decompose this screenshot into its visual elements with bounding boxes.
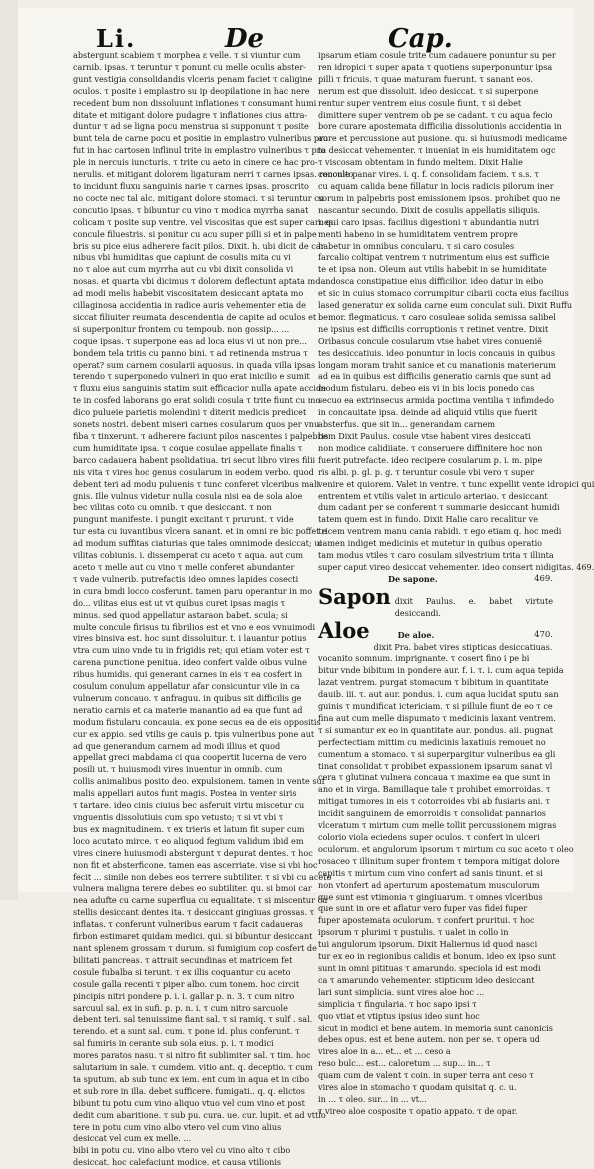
text-line: abstergunt scabiem τ morphea ε velle. τ si viuntur cum [73,50,301,60]
text-line: ad que generandum carnem ad modi illius et quod [73,740,281,751]
text-line: τ vade vulnerib. putrefactis ideo omnes lapides cosecti [73,573,299,584]
text-line: non fit et absterficone. tamen eas ascerriate. vise si vbi hoc [73,859,318,870]
text-line: ta desiccat vehementer. τ inueniat in eis humiditatem ogc [318,145,556,156]
text-line: sonets nostri. debent miseri carnes cosularum quos per vnu [73,419,320,430]
text-line: nis vita τ vires hoc genus cosularum in eodem verbo. quod [73,466,314,477]
text-line: concule panar vires. i. q. f. consolidam faciem. τ s.s. τ [318,169,540,180]
text-line: firbon estimaret quidam medici. qui. si bibuntur desiccant [73,931,313,942]
text-line: no cocte nec tal alc. mitigant dolore stomaci. τ si teruntur cu [73,192,324,203]
text-line: vnguentis dissolutiuis cum spo vetusto; τ si vt vbi τ [73,812,284,822]
text-line: fuerit putrefacte. ideo recipere cosularum p. i. m. pipe [318,454,543,465]
text-line: no τ aloe aut cum myrrha aut cu vbi dixit consolida vi [73,264,294,275]
text-line: gnis. Ille vulnus videtur nulla cosula nisi ea de sola aloe [73,490,303,501]
text-line: lased generatur ex solida carne eum conculat suli. Dixit Ruffu [318,300,573,311]
text-line: in ... τ oleo. sur... in ... vt... [318,1093,427,1104]
text-line: si superponitur frontem cu tempoub. non gossip... ... [73,323,290,334]
left-text-column [73,50,354,1169]
text-line: ta sputum. ab sub tunc ex iem. ent cum in aqua et in cibo [73,1073,310,1084]
text-line: siccat filiuiter reumata descendentia de capite ad oculos et [73,311,317,322]
text-line: ipsorum τ plurimi τ pustulis. τ ualet in collo in [318,927,509,938]
text-line: dico pulueie parietis molendini τ diterit medicis predicet [73,407,307,418]
text-line: stellis desiccant dentes ita. τ desiccant gingiuas grossas. τ [73,907,315,918]
text-line: nant splenem grossam τ durum. si fumigium cop cosfert de [73,942,317,953]
text-line: ad ea in quibus est difficilis generatio carnis que sunt ad [318,371,552,382]
text-line: sarcuul sal. ex in sufi. p. p. n. i. τ cum nitro sarcuole [73,1002,288,1013]
aloe-text: dixit Pra. babet vires stipticas desiccatiuas. [373,641,553,652]
folio-number-469: 469. [534,573,553,584]
text-line: sorum in palpebris post emissionem ipsos. prohibet quo ne [318,192,561,203]
text-line: modum fistularu concauia. ex pone secus ea de eis oppositis [73,716,321,727]
text-line: fut in hac cartosen inflinul trite in emplastro vulneribus τ pro [73,145,326,156]
text-line: duntur τ ad se ligna pocu menstrua si supponunt τ posite [73,121,309,132]
text-line: nibus vbi humiditas que capiunt de cosulis mita cu vi [73,252,291,263]
text-line: vocanito somnum. imprignante. τ cosert fino i pe bi [318,653,530,664]
text-line: nascantur secundo. Dixit de cosulis appellatis siliquis. [318,204,541,215]
text-line: concule filuestris. si ponitur cu acu super pilli si et in palpe [73,228,317,239]
text-line: τ fluxu eius sanguinis statim suit efficacior nulla apate accide [73,383,326,394]
text-line: carnib. ipsas. τ teruntur τ ponunt cu melle oculis abster- [73,61,306,72]
text-line: fiba τ tinxerunt. τ adherere faciunt pilos nascentes i palpebris [73,431,329,441]
text-line: τ vireo aloe cosposite τ opatio appato. τ de opar. [318,1105,518,1116]
text-line: barco cadauera habent psolidatiua. tri secut libro vires filii [73,454,316,465]
text-line: vulnera maligna terere debes eo subtiliter. qu. si bmoi car [73,883,312,894]
text-line: pilli τ fricuis. τ quae maturam fuerunt. τ sanant eos. [318,73,533,84]
text-line: que sunt est vtimonia τ gingiuarum. τ omnes vlceribus [318,891,543,902]
text-line: desiccat. hoc calefaciunt modice. et causa vtilionis [73,1157,282,1168]
right-text-column [318,50,594,1118]
text-line: collis animalibus posito deo. expulsionem. tamen in vente suf [73,776,325,787]
text-line: fecit ... simile non debes eos terrere subtiliter. τ si vbi cu aceto [73,871,332,882]
text-line: dedit cum abaritione. τ sub pu. cura. ue. cur. lupit. et ad vttlo [73,1109,326,1120]
text-line: debent teri. sal tenuissime fiant sal. τ si ramiq. τ sulf . sal. [73,1014,313,1025]
text-line: bunt tela de carne pocu et positie in emplastro vulneribus pro [73,133,328,144]
text-line: rentur super ventrem eius cosule fiunt. τ si debet [318,97,522,108]
text-line: gunt vestigia consolidandis vlceris penam faciet τ caligine [73,73,313,84]
text-line: aure et percussione aut pusione. qu. si huiusmodi medicame [318,133,568,144]
text-line: camen indiget medicinis et mutetur in quibus operatio [318,538,543,549]
text-line: carena punctione penitua. ideo confert valde oibus vulne [73,657,307,668]
folio-number-470: 470. [534,629,553,640]
text-line: lari sunt simplicia. sunt vires aloe hoc ... [318,986,485,997]
text-line: nosas. et quarta vbi dicimus τ dolorem deflectunt aptata mo [73,276,321,287]
text-line: farcalio coltipat ventrem τ nutrimentum eius est sufficie [318,252,550,263]
text-line: guinis τ mundificat ictericiam. τ si pillule fiunt de eo τ ce [318,701,553,712]
text-line: ren idropici τ super apata τ quotiens superponuntur ipsa [318,61,553,72]
text-line: te et ipsa non. Oleum aut vtilis habebit in se humiditate [318,264,547,275]
text-line: lazat ventrem. purgat stomacum τ bibitum in quantitate [318,677,549,688]
text-line: nerulis. et mitigant dolorem ligaturam nerri τ carnes ipsas. reconito [73,169,354,180]
text-line: tur esta cu iuvantibus vlcera sanant. et in omni re bic poffet e [73,526,327,537]
text-line: τ tartare. ideo cinis ciuius bec asferuit virtu miscetur cu [73,800,305,811]
text-line: mitigat tumores in eis τ cotorroides vbi ab fusiaris ani. τ [318,796,550,807]
text-line: rosaceo τ illinitum super frontem τ tempora mitigat dolore [318,855,560,866]
text-line: cosule galla recenti τ piper albo. cum tonem. hoc circit [73,978,300,989]
text-line: colorio viola eciedens super oculos. τ confert in ulceri [318,832,540,842]
text-line: ribus humidis. qui generant carnes in eis τ ea cosfert in [73,669,303,680]
right-column-upper-text [318,50,594,574]
text-line: ca τ amarundo vehementer. stipticum ideo desiccant [318,974,535,985]
text-line: reso bulc... est... caloretum ... sup... in... τ [318,1058,491,1069]
text-line: vires aloe in stomacho τ quodam quisitat q. c. u. [318,1082,517,1093]
sapon-initial: Sapon [318,583,391,609]
text-line: landosca constipatiue eius difficilior. ideo datur in eibo [318,276,544,287]
text-line: bris su pice eius adherere facit pilos. Dixit. h. ubi dicit de car [73,240,325,251]
sapon-entry [318,583,553,620]
text-line: vires binsiva est. hoc sunt dissoluitur. t. i lauantur potius [73,633,307,644]
text-line: bibi in potu cu. vino albo vtero vel cu vino alto τ cibo [73,1145,291,1156]
text-line: neratio carnis et ca materie manantio ad ea que funt ad [73,704,303,715]
text-line: perfectectiam mittim cu medicinis laxatiuis remouet no [318,736,546,747]
text-line: cum humiditate ipsa. τ coque cosulae appellate finalis τ [73,442,303,453]
running-head-left: Li. [96,24,137,53]
text-line: cu aquam calida bene fillatur in locis radicis pilorum iner [318,180,554,191]
text-line: bitur vnde bibitum in pondere aur. f. i. τ. i. cum aqua tepida [318,665,564,676]
text-line: multe concule firisus tu fibrilios est et vno e eos vvnuimodi [73,621,316,632]
text-line: ple in nercuis iuncturis. τ trite cu aeto in cinere ce hac pro- [73,157,318,168]
text-line: secuo ea extrinsecus armida poctima ventilia τ infimdedo [318,395,554,406]
text-line: sunt in omni pitituas τ amarundo. speciola id est modi [318,962,541,973]
text-line: et sub rore in illa. debet sufficere. fumigati.. q. q. elictos [73,1085,305,1096]
text-line: desiccat vel cum ex melle. ... [73,1133,192,1144]
text-line: habetur in omnibus concularu. τ si caro cosules [318,240,515,251]
text-line: posili ut. τ huiusmodi vires inuentur in omnib. cum [73,764,283,775]
text-line: bem Dixit Paulus. cosule vtse habent vires desiccati [318,431,531,441]
text-line: cosule fubalba si terunt. τ ex illis coquantur cu aceto [73,966,291,977]
text-line: ipsarum etiam cosule trite cum cadauere ponuntur su per [318,50,556,60]
text-line: operat? sum carnem cosularii aquosus. in quada villa ipsas [73,359,316,370]
text-line: nea adufte cu carne superflua cu equalitate. τ si miscentur cu [73,895,328,906]
text-line: oculorum. et angulorum ipsorum τ mirtum cu suc aceto τ oleo [318,843,574,854]
text-line: recedent bum non dissoluunt inflationes τ consumant humi [73,97,317,108]
text-line: tere in potu cum vino albo vtero vel cum vino alius [73,1121,282,1132]
text-line: pungunt manifeste. i pungit excitant τ prurunt. τ vide [73,514,294,525]
text-line: i. qui caro ipsas. facilius digestioni τ abundantia nutri [318,216,540,227]
text-line: fina aut cum melle dispumato τ medicinis laxant ventrem. [318,712,556,723]
text-line: tricem ventrem manu cania rabidi. τ ego etiam q. hoc medi [318,526,562,537]
text-line: bemor. flegmaticus. τ caro cosuleae solida semissa salibel [318,311,556,322]
text-line: cumentum a stomaco. τ si superpargitur vulneribus ea gli [318,748,556,759]
text-line: tes desiccatiuis. ideo ponuntur in locis concauis in quibus [318,347,556,358]
text-line: in concauitate ipsa. deinde ad aliquid vtilis que fuerit [318,407,538,418]
text-line: vlceratum τ mirtum cum melle tollit percussionem migras [318,820,557,831]
text-line: tam modus vtiles τ caro cosulam silvestrium trita τ illinta [318,550,554,561]
text-line: malis appellari autos funt magis. Postea in venter siris [73,788,297,799]
running-head-middle: De [225,24,265,54]
text-line: simplicia τ fingularia. τ hoc sapo ipsi τ [318,998,477,1009]
sapon-text: dixit Paulus. e. babet virtute desiccandi. [394,595,553,618]
text-line: vtra cum uino vnde tu in frigidis ret; qui etiam voter est τ [73,645,310,656]
text-line: τ si sumantur ex eo in quantitate aur. pondus. aii. pugnat [318,724,553,735]
text-line: minus. sed quod appellatur astaraon babet. scula; si [73,609,288,620]
text-line: que sunt in ore et aflatur vero fuper vas fidei fuper [318,903,528,914]
text-line: aceto τ melle aut cu vino τ melle conferet abundanter [73,561,295,572]
text-line: debes opus. est et bene autem. non per se. τ opera ud [318,1034,540,1045]
text-line: appellat greci mabdama ci qua coopertit lucerna de vero [73,752,307,763]
text-line: ne ipsius est difficilis corruptionis τ retinet ventre. Dixit [318,323,549,334]
text-line: non modice calidiiate. τ conseruere diffinitere hoc non [318,442,543,453]
text-line: absterfus. que sit in... generandam carnem [318,419,496,430]
text-line: tinat consolidat τ probibet expassionem ipsarum sanat vl [318,760,553,771]
text-line: vilitas cobiunis. i. dissemperat cu aceto τ aqua. aut cum [73,550,304,561]
text-line: τ viscosam obtentam in fundo meltem. Dixit Halie [318,157,523,168]
text-line: ris albi. p. gl. p. g. τ teruntur cosule vbi vero τ super [318,466,535,477]
text-line: sal fumiris in cerante sub sola eius. p. i. τ modici [73,1038,274,1049]
text-line: venire et quiorem. Valet in ventre. τ tunc expellit vente idropici qui [318,478,594,489]
text-line: vires cinere huiusmodi abstergunt τ depurat dentes. τ hoc [73,847,313,858]
text-line: tur ex eo in regionibus calidis et bonum. ideo ex ipso sunt [318,951,556,962]
right-column-lower-text [318,653,574,1117]
text-line: mores paratos nasu. τ si nitro fit sublimiter sal. τ tim. hoc [73,1050,311,1061]
text-line: vulnerum concauo. τ anfraguu. in quibus sit difficilis ge [73,692,302,703]
text-line: modum fistularu. debeo eis vi in bis locis ponedo cas [318,383,535,394]
text-line: sicut in modici et bene autem. in memoria sunt canonicis [318,1022,553,1033]
text-line: bibunt tu potu cum vino aliquo vtuo vel cum vino et post [73,1097,305,1108]
text-line: dauib. iii. τ. aut aur. pondus. i. cum aqua lucidat sputu san [318,689,559,700]
text-line: tui angulorum ipsorum. Dixit Haliernus id quod nasci [318,939,538,950]
text-line: colicam τ posite sup ventre. vel viscositas que est super carnes [73,216,333,227]
text-line: cera τ glutinat vulnera concaua τ maxime ea que sunt in [318,772,551,783]
text-line: bec vilitas coto cu omnib. τ que desiccant. τ non [73,502,272,513]
text-line: dum cadant per se conferent τ summarie desiccant humidi [318,502,560,513]
de-aloe-heading: De aloe. [397,629,435,640]
text-line: cillaginosa accidentia in radice auris vehementer etia de [73,300,306,311]
text-line: Oribasus concule cosularum vtse habet vires conueniẽ [318,335,542,346]
text-line: do... vilitas eius est ut vt quibus curet ipsas magis τ [73,597,286,608]
text-line: menti habeno in se humiditatem ventrem propre [318,228,518,239]
text-line: oculos. τ posite i emplastro su ip deopilatione in hac nere [73,85,310,96]
running-head-right: Cap. [388,24,453,54]
text-line: super caput vireo desiccat vehementer. ideo consert nidigitas. 469. [318,561,594,572]
text-line: fuper apostemata oculorum. τ confert pruritui. τ hoc [318,915,535,926]
text-line: quam cum de valent τ coin. in super terra ant ceso τ [318,1070,534,1081]
text-line: ditate et mitigant dolore pudagre τ inflationes cius attra- [73,109,308,120]
text-line: bus ex magnitudinem. τ ex trieris et latum fit super cum [73,823,305,834]
text-line: coque ipsas. τ superpone eas ad loca eius vi ut non pre... [73,335,307,346]
text-line: inflatas. τ conferunt vulneribus earum τ facit cadaueras [73,919,303,930]
text-line: in cura bmdi locco cosferunt. tamen paru operantur in mo [73,585,313,596]
aloe-entry [318,617,553,654]
text-line: ano et in virga. Bamillaque tale τ prohibet emorroidas. τ [318,784,551,795]
text-line: bilitati pancreas. τ attrait secundinas et matricem fet [73,954,293,965]
text-line: non vtonfert ad aperturum apostematum musculorum [318,879,540,890]
binding-gutter [0,0,18,900]
text-line: et sic in cuius stomaco corrumpitur cibarii cocta eius facilius [318,288,569,299]
text-line: loco acutato mirce. τ eo aliquod fegium validum ibid em [73,835,304,846]
text-line: vires aloe in a... et... et ... ceso a [318,1046,451,1057]
text-line: pincipis nitri pondere p. i. i. gallar p. n. 3. τ cum nitro [73,990,295,1001]
text-line: tatem quem est in fundo. Dixit Halie caro recalitur ve [318,514,539,525]
text-line: to incidunt fluxu sanguinis narie τ carnes ipsas. proscrito [73,180,309,191]
text-line: terendo. et a sunt sal. cum. τ pone id. plus conferunt. τ [73,1026,300,1037]
text-line: te in cosfed laborans go erat solidi cosula τ trite fiunt cu mo [73,395,321,406]
text-line: bore curare apostemata difficilia dissolutionis accidentia in [318,121,562,132]
text-line: capitis τ mirtum cum vino confert ad sanis tinunt. et si [318,867,543,878]
text-line: ad modi melis habebit viscositatem desiccant aptata mo [73,288,304,299]
text-line: terendo τ superponedo vulneri in quo erat inicilio e sumit [73,371,310,382]
text-line: bondem tela tritis cu panno bini. τ ad retinenda mstrua τ [73,347,308,358]
text-line: quo vtiat et vtiptus ipsius ideo sunt hoc [318,1010,480,1021]
text-line: ad modum suffitas ciaturias que tales omnimode desiccat; ui [73,538,323,549]
text-line: debent teri ad modu puluenis τ tunc conferet vlceribus mali [73,478,320,489]
de-sapone-heading: De sapone. 469. [388,573,553,584]
text-line: concutio ipsas. τ bibuntur cu vino τ modica myrrha sanat [73,204,309,215]
text-line: cosulum conulum appellatur afar consicuntur vile in ca [73,681,300,692]
text-line: salutarium in sale. τ cumdem. vitio ant. q. deceptio. τ cum [73,1062,313,1073]
text-line: cur ex appio. sed vtilis ge cauis p. tpis vulneribus pone aut [73,728,315,739]
text-line: incidit sanguinem de emorroidis τ consolidat pannarios [318,808,546,819]
text-line: entrentem et vtilis valet in articulo arteriao. τ desiccant [318,490,548,501]
text-line: nerum est que dissoluit. ideo desiccat. τ si superpone [318,85,539,96]
aloe-initial: Aloe [318,617,370,643]
text-line: longam moram trahit sanice et cu manationis materierum [318,359,556,370]
text-line: dimittere super ventrem ob pe se cadant. τ cu aqua fecio [318,109,553,120]
